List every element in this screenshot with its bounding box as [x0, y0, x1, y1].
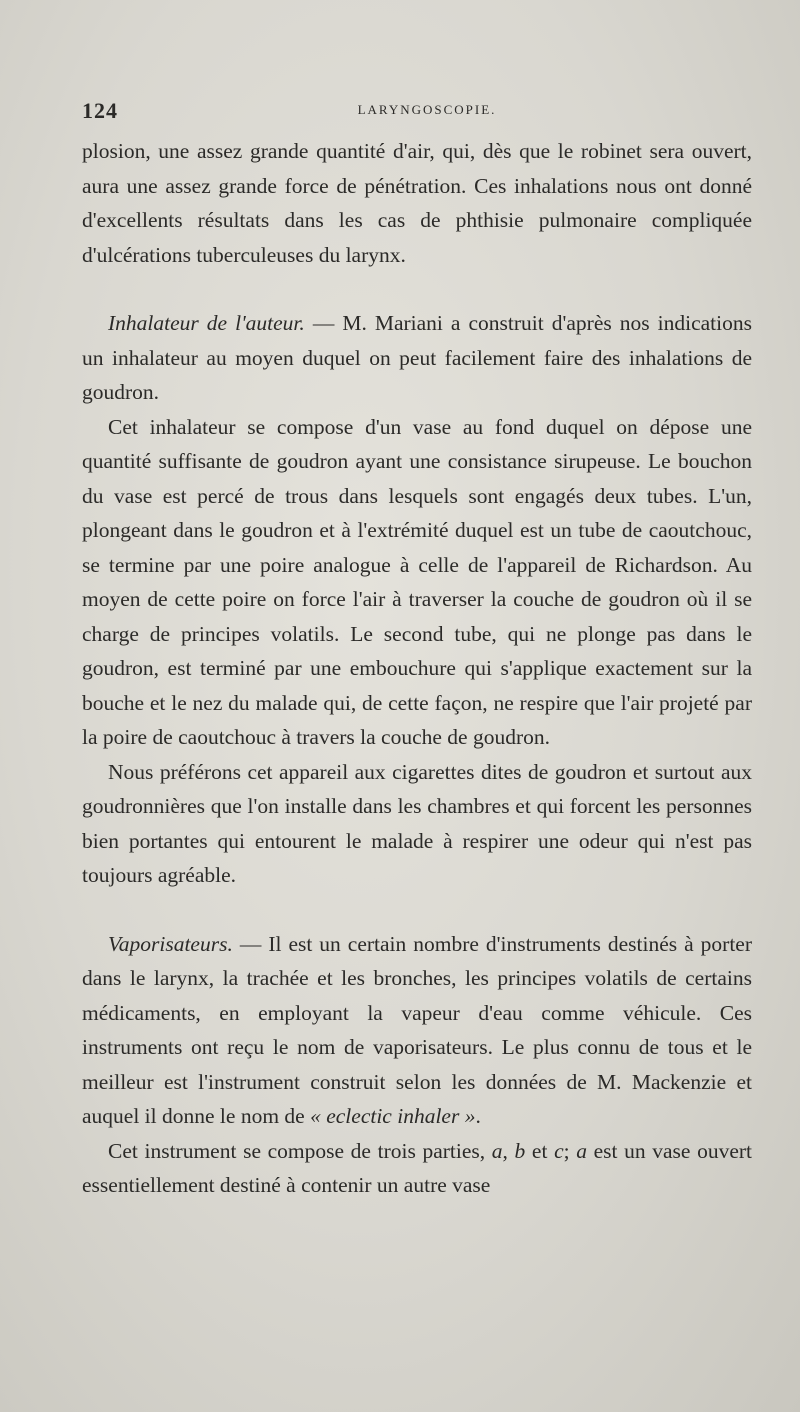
section-heading-vaporisateurs: Vaporisateurs. — [108, 931, 233, 956]
paragraph-text: plosion, une assez grande quantité d'air, qui, dès que le robinet sera ouvert, aura une assez grande force de pénétration. Ces inhalations nous ont donné d'excellents résultats dans les cas de phthisie pulmonaire compliquée d'ulcérations tuberculeuses du larynx. — [82, 139, 752, 267]
paragraph-text: — M. Mariani a construit d'après nos indications un inhalateur au moyen duquel on peut facilement faire des inhalations de goudron. — [82, 311, 752, 404]
separator: ; — [563, 1138, 577, 1163]
instrument-name: « eclectic inhaler » — [310, 1104, 476, 1128]
part-label: a — [576, 1138, 587, 1163]
separator: et — [525, 1138, 555, 1163]
paragraph-text: — Il est un certain nombre d'instruments destinés à porter dans le larynx, la trachée et les bronches, les principes volatils de certains médicaments, en employant la vapeur d'eau comme véhicule. Ces instruments ont reçu le nom de vaporisateurs. Le plus connu de tous et le meilleur est l'instrument construit selon les données de M. Mackenzie et auquel il donne le nom de — [82, 931, 752, 1128]
paragraph-continuation — [82, 134, 752, 272]
paragraph-preference — [82, 755, 752, 893]
part-label: c — [554, 1138, 564, 1163]
paragraph-vaporisateurs — [82, 927, 752, 1134]
paragraph-inhalateur — [82, 306, 752, 410]
paragraph-text: . — [475, 1104, 481, 1128]
part-label: a — [491, 1138, 503, 1163]
running-title: LARYNGOSCOPIE. — [357, 102, 497, 117]
separator: , — [502, 1138, 515, 1163]
section-heading-inhalateur: Inhalateur de l'auteur. — [108, 311, 305, 335]
section-gap — [82, 272, 752, 306]
paragraph-description — [82, 410, 752, 755]
running-head — [82, 96, 752, 126]
paragraph-text: Nous préférons cet appareil aux cigarettes dites de goudron et surtout aux goudronnières que l'on installe dans les chambres et qui forcent les personnes bien portantes qui entourent le malade à respirer une odeur qui n'est pas toujours agréable. — [82, 759, 752, 887]
section-gap — [82, 893, 752, 927]
paragraph-text: Cet inhalateur se compose d'un vase au fond duquel on dépose une quantité suffisante de goudron ayant une consistance sirupeuse. Le bouchon du vase est percé de trous dans lesquels sont engagés deux tubes. L'un, plongeant dans le goudron et à l'extrémité duquel est un tube de caoutchouc, se termine par une poire analogue à celle de l'appareil de Richardson. Au moyen de cette poire on force l'air à traverser la couche de goudron où il se charge de principes volatils. Le second tube, qui ne plonge pas dans le goudron, est terminé par une embouchure qui s'applique exactement sur la bouche et le nez du malade qui, de cette façon, ne respire que l'air projeté par la poire de caoutchouc à travers la couche de goudron. — [82, 414, 752, 749]
paragraph-text: est un vase ouvert essentiellement destiné à contenir un autre vase — [82, 1138, 752, 1197]
part-label: b — [514, 1138, 526, 1163]
paragraph-text: Cet instrument se compose de trois parties, — [108, 1138, 492, 1163]
paragraph-instrument-parts — [82, 1134, 752, 1203]
page-number: 124 — [82, 98, 118, 123]
